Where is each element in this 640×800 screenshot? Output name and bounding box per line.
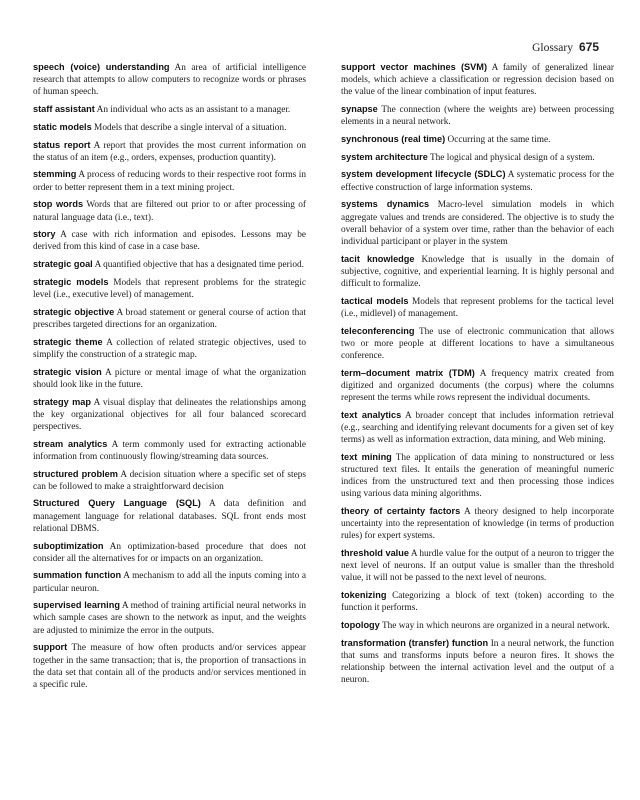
glossary-definition: Models that represent problems for the strategic level (i.e., executive level) of management. <box>33 277 307 301</box>
glossary-definition: Occurring at the same time. <box>447 134 551 145</box>
glossary-entry <box>33 103 306 116</box>
glossary-definition: An area of artificial intelligence research that attempts to allow computers to recognize words or phrases of human speech. <box>33 63 307 98</box>
glossary-entry <box>33 468 306 493</box>
glossary-term: strategic vision <box>33 366 102 377</box>
glossary-entry <box>33 228 306 253</box>
glossary-term: structured problem <box>33 468 118 479</box>
glossary-term: strategy map <box>33 396 91 407</box>
glossary-definition: A picture or mental image of what the organization should look like in the future. <box>33 367 307 390</box>
glossary-definition: A collection of related strategic objectives, used to simplify the construction of a strategic map. <box>33 337 306 360</box>
section-title: Glossary <box>532 42 573 54</box>
glossary-definition: Categorizing a block of text (token) according to the function it performs. <box>341 591 614 614</box>
glossary-term: support vector machines (SVM) <box>341 62 488 72</box>
glossary-entry <box>341 409 614 446</box>
glossary-entry <box>341 198 614 248</box>
glossary-entry <box>341 151 614 164</box>
glossary-term: support <box>33 642 68 653</box>
glossary-definition: A term commonly used for extracting actionable information from continuously flowing/streaming data sources. <box>33 439 307 462</box>
glossary-definition: In a neural network, the function that sums and transforms inputs before a neuron fires. It shows the relationship between the internal activation level and the output of a neuron. <box>341 638 614 686</box>
glossary-entry <box>33 139 306 164</box>
glossary-definition: A broader concept that includes information retrieval (e.g., searching and identifying relevant documents for a given set of key terms) as well as information extraction, data mining, and Web mining. <box>341 410 614 445</box>
glossary-entry <box>341 133 614 146</box>
glossary-entry <box>33 121 306 134</box>
glossary-term: summation function <box>33 570 122 581</box>
glossary-definition: A hurdle value for the output of a neuron to trigger the next level of neurons. If an output value is smaller than the threshold value, it will not be passed to the next level of neurons. <box>341 549 614 584</box>
glossary-definition: The measure of how often products and/or services appear together in the same transaction; that is, the proportion of transactions in the data set that contain all of the products and/or services mentioned in a specific rule. <box>33 643 306 690</box>
glossary-term: teleconferencing <box>341 325 415 336</box>
glossary-definition: A systematic process for the effective construction of large information systems. <box>341 170 615 193</box>
glossary-term: strategic models <box>33 276 109 287</box>
glossary-entry <box>33 198 306 223</box>
glossary-term: suboptimization <box>33 540 104 551</box>
glossary-entry <box>33 569 306 594</box>
glossary-entry <box>341 295 614 320</box>
glossary-column-left <box>33 61 306 696</box>
glossary-term: synchronous (real time) <box>341 133 446 144</box>
glossary-entry <box>33 396 306 433</box>
glossary-entry <box>341 325 614 362</box>
glossary-definition: A decision situation where a specific set of steps can be followed to make a straightforward decision <box>33 469 307 492</box>
glossary-entry <box>341 637 614 687</box>
glossary-term: term–document matrix (TDM) <box>341 367 475 378</box>
glossary-term: theory of certainty factors <box>341 505 461 516</box>
glossary-definition: Models that represent problems for the tactical level (i.e., midlevel) of management. <box>341 296 614 319</box>
glossary-term: stream analytics <box>33 438 108 449</box>
glossary-definition: The application of data mining to nonstructured or less structured text files. It entails the generation of meaningful numeric indices from the unstructured text and then processing those indices using various data mining algorithms. <box>341 452 615 500</box>
glossary-entry <box>33 61 306 98</box>
glossary-definition: A quantified objective that has a designated time period. <box>94 260 304 271</box>
glossary-entry <box>33 366 306 391</box>
glossary-entry <box>33 336 306 361</box>
glossary-entry <box>33 438 306 463</box>
glossary-entry <box>341 589 614 614</box>
glossary-entry <box>341 505 614 542</box>
glossary-entry <box>33 497 306 534</box>
glossary-term: synapse <box>341 104 378 115</box>
glossary-definition: A case with rich information and episodes. Lessons may be derived from this kind of case in a case base. <box>33 230 306 253</box>
glossary-entry <box>33 599 306 636</box>
glossary-definition: A report that provides the most current information on the status of an item (e.g., orders, expenses, production quantity). <box>33 140 306 163</box>
glossary-term: systems dynamics <box>341 199 430 210</box>
glossary-definition: Macro-level simulation models in which aggregate values and trends are considered. The objective is to study the overall behavior of a system over time, rather than the behavior of each individual participant or player in the system <box>341 200 614 247</box>
glossary-entry <box>341 547 614 584</box>
glossary-entry <box>33 306 306 331</box>
glossary-definition: Words that are filtered out prior to or after processing of natural language data (i.e., text). <box>33 200 306 223</box>
glossary-definition: A process of reducing words to their respective root forms in order to better represent them in a text mining project. <box>33 170 307 193</box>
glossary-definition: The logical and physical design of a system. <box>429 152 595 163</box>
glossary-entry <box>341 168 614 193</box>
glossary-definition: A visual display that delineates the relationships among the key organizational objectives for all four balanced scorecard perspectives. <box>33 397 306 432</box>
glossary-definition: The connection (where the weights are) between processing elements in a neural network. <box>341 105 615 128</box>
glossary-term: tactical models <box>341 295 409 306</box>
glossary-definition: A theory designed to help incorporate uncertainty into the representation of knowledge (in terms of production rules) for expert systems. <box>341 506 615 542</box>
glossary-term: speech (voice) understanding <box>33 62 170 72</box>
glossary-term: system architecture <box>341 151 428 162</box>
glossary-term: threshold value <box>341 548 409 559</box>
glossary-term: Structured Query Language (SQL) <box>33 498 201 509</box>
glossary-definition: The way in which neurons are organized in a neural network. <box>381 621 610 631</box>
page-number: 675 <box>578 40 599 54</box>
running-header <box>532 40 599 54</box>
glossary-term: status report <box>33 139 91 150</box>
glossary-entry <box>33 168 306 193</box>
glossary-column-right <box>341 61 614 691</box>
glossary-term: stop words <box>33 199 84 210</box>
glossary-entry <box>33 258 306 271</box>
glossary-term: stemming <box>33 169 77 180</box>
glossary-definition: A mechanism to add all the inputs coming into a particular neuron. <box>33 571 307 594</box>
glossary-term: topology <box>341 620 380 630</box>
glossary-term: tacit knowledge <box>341 253 415 264</box>
glossary-definition: A frequency matrix created from digitized and organized documents (the corpus) where the columns represent the terms while rows represent the individual documents. <box>341 368 614 403</box>
glossary-term: staff assistant <box>33 104 95 115</box>
glossary-entry <box>33 540 306 565</box>
glossary-term: system development lifecycle (SDLC) <box>341 169 506 180</box>
glossary-entry <box>341 451 614 501</box>
glossary-entry <box>33 276 306 301</box>
glossary-term: strategic goal <box>33 259 93 270</box>
glossary-term: strategic theme <box>33 336 103 347</box>
glossary-entry <box>341 103 614 128</box>
glossary-definition: Models that describe a single interval of a situation. <box>94 122 287 133</box>
glossary-entry <box>341 61 614 98</box>
glossary-entry <box>33 641 306 691</box>
glossary-definition: An individual who acts as an assistant to a manager. <box>96 105 291 116</box>
glossary-term: strategic objective <box>33 306 115 317</box>
glossary-definition: A data definition and management language for relational databases. SQL front ends most relational DBMS. <box>33 499 307 534</box>
glossary-definition: Knowledge that is usually in the domain of subjective, cognitive, and experiential learning. It is highly personal and difficult to formalize. <box>341 254 615 289</box>
glossary-term: story <box>33 229 56 240</box>
glossary-definition: An optimization-based procedure that does not consider all the alternatives for or impacts on an organization. <box>33 541 306 564</box>
glossary-term: transformation (transfer) function <box>341 637 489 648</box>
glossary-definition: A family of generalized linear models, which achieve a classification or regression decision based on the value of the linear combination of input features. <box>341 63 615 98</box>
glossary-entry <box>341 253 614 290</box>
glossary-term: tokenizing <box>341 590 387 601</box>
glossary-entry <box>341 619 614 632</box>
glossary-entry <box>341 367 614 404</box>
glossary-term: supervised learning <box>33 600 120 611</box>
glossary-term: static models <box>33 121 92 132</box>
glossary-definition: A broad statement or general course of action that prescribes targeted directions for an organization. <box>33 307 306 330</box>
glossary-term: text analytics <box>341 409 402 420</box>
glossary-definition: The use of electronic communication that allows two or more people at different locations to have a simultaneous conference. <box>341 326 614 361</box>
glossary-definition: A method of training artificial neural networks in which sample cases are shown to the network as input, and the weights are adjusted to minimize the error in the outputs. <box>33 601 307 636</box>
glossary-term: text mining <box>341 451 392 462</box>
